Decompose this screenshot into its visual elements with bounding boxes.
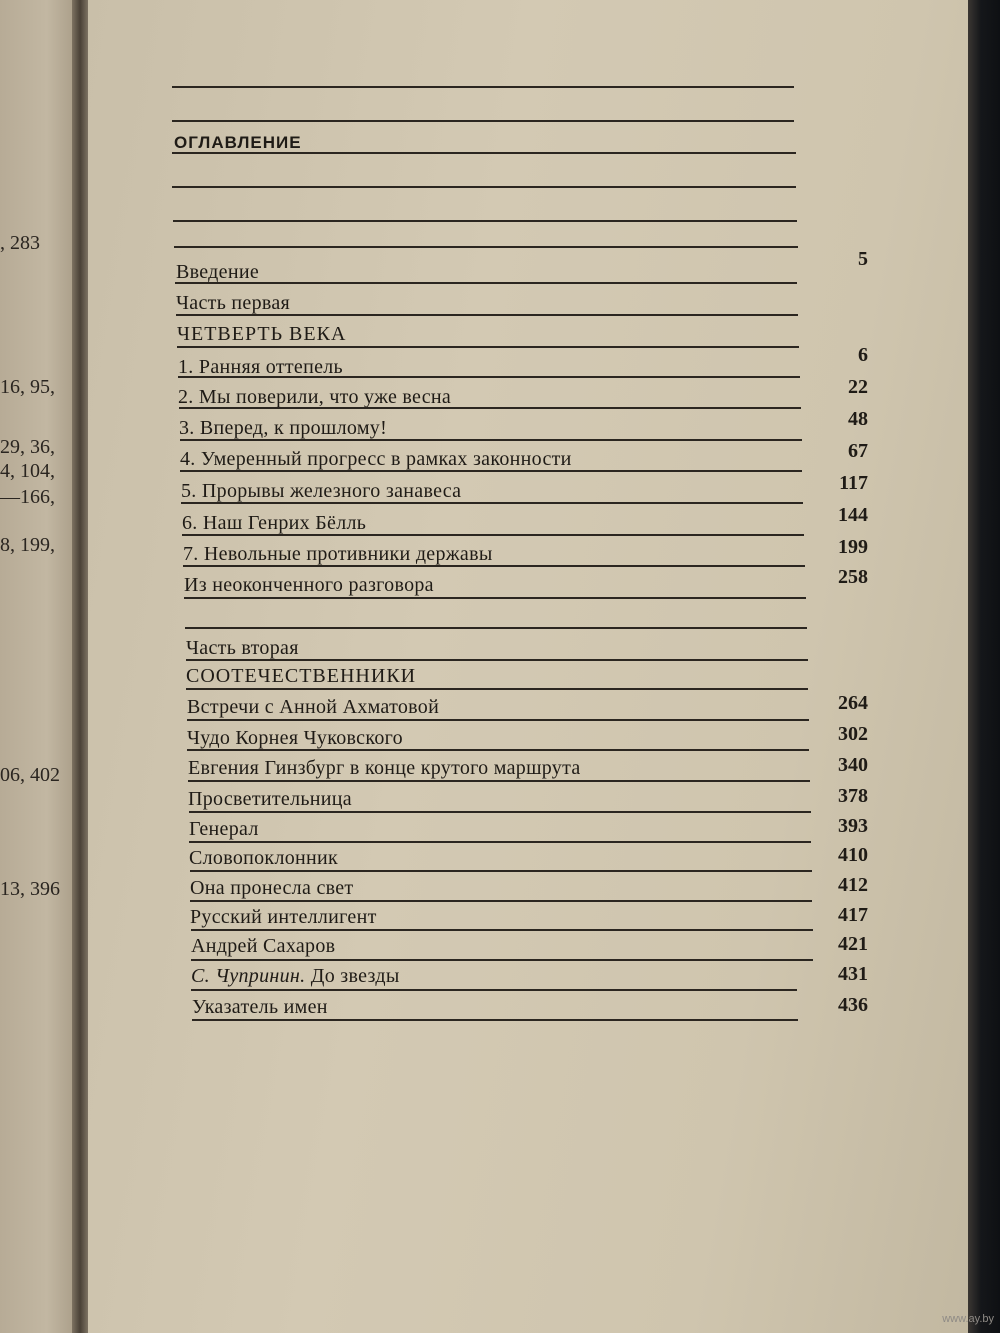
part-title: СООТЕЧЕСТВЕННИКИ xyxy=(186,665,417,687)
toc-entry-title: Андрей Сахаров xyxy=(191,935,336,957)
toc-entry-title: 3. Вперед, к прошлому! xyxy=(179,417,388,439)
left-page-fragment: 13, 396 xyxy=(0,878,60,900)
rule xyxy=(186,659,808,661)
toc-entry-page: 144 xyxy=(838,504,868,526)
toc-entry-page: 436 xyxy=(838,994,868,1016)
left-page-fragment: 4, 104, xyxy=(0,460,55,482)
rule xyxy=(191,959,813,961)
rule xyxy=(180,470,802,472)
toc-entry-title: 2. Мы поверили, что уже весна xyxy=(178,386,452,408)
toc-entry-page: 67 xyxy=(848,440,868,462)
rule xyxy=(179,407,801,409)
left-page xyxy=(0,0,78,1333)
toc-entry-page: 117 xyxy=(839,472,868,494)
rule xyxy=(186,688,808,690)
afterword-title: До звезды xyxy=(305,965,400,987)
toc-entry-page: 431 xyxy=(838,963,868,985)
toc-entry-page: 5 xyxy=(858,248,868,270)
rule xyxy=(191,989,797,991)
afterword-author: С. Чупринин. xyxy=(191,965,306,987)
left-page-fragment: , 283 xyxy=(0,232,40,254)
rule xyxy=(184,597,806,599)
toc-entry-title: Встречи с Анной Ахматовой xyxy=(187,696,440,718)
rule xyxy=(172,186,796,188)
rule xyxy=(173,220,797,222)
toc-entry-title: Введение xyxy=(176,261,260,283)
toc-entry-title: Из неоконченного разговора xyxy=(184,574,434,596)
toc-entry-title: Она пронесла свет xyxy=(190,877,354,899)
rule xyxy=(188,780,810,782)
toc-entry-page: 340 xyxy=(838,754,868,776)
toc-entry-title: Евгения Гинзбург в конце крутого маршрута xyxy=(188,757,581,779)
left-page-fragment: 16, 95, xyxy=(0,376,55,398)
toc-entry-title: Указатель имен xyxy=(192,996,328,1018)
toc-entry-page: 48 xyxy=(848,408,868,430)
toc-entry-page: 412 xyxy=(838,874,868,896)
rule xyxy=(172,120,794,122)
toc-entry-title: 1. Ранняя оттепель xyxy=(178,356,343,378)
rule xyxy=(181,502,803,504)
watermark: www.ay.by xyxy=(942,1313,994,1325)
part-title: ЧЕТВЕРТЬ ВЕКА xyxy=(177,323,347,345)
rule xyxy=(187,719,809,721)
toc-entry-title: Чудо Корнея Чуковского xyxy=(187,727,403,749)
part-label: Часть вторая xyxy=(186,637,299,659)
toc-entry-title: 5. Прорывы железного занавеса xyxy=(181,480,462,502)
toc-entry-page: 258 xyxy=(838,566,868,588)
part-label: Часть первая xyxy=(176,292,291,314)
rule xyxy=(192,1019,798,1021)
toc-entry-title: 7. Невольные противники державы xyxy=(183,543,493,565)
rule xyxy=(190,870,812,872)
rule xyxy=(190,900,812,902)
book-cover-edge xyxy=(968,0,1000,1333)
toc-entry-title: 4. Умеренный прогресс в рамках законности xyxy=(180,448,572,470)
rule xyxy=(189,811,811,813)
rule xyxy=(182,534,804,536)
toc-entry-title: Русский интеллигент xyxy=(190,906,377,928)
toc-entry-page: 410 xyxy=(838,844,868,866)
rule xyxy=(191,929,813,931)
toc-entry-page: 378 xyxy=(838,785,868,807)
left-page-fragment: 06, 402 xyxy=(0,764,60,786)
rule xyxy=(174,246,798,248)
rule xyxy=(180,439,802,441)
rule xyxy=(175,282,797,284)
toc-entry-page: 393 xyxy=(838,815,868,837)
left-page-fragment: 29, 36, xyxy=(0,436,55,458)
toc-entry-page: 6 xyxy=(858,344,868,366)
rule xyxy=(185,627,807,629)
toc-entry-page: 421 xyxy=(838,933,868,955)
rule xyxy=(183,565,805,567)
toc-entry-title: Словопоклонник xyxy=(189,847,339,869)
rule xyxy=(172,152,796,154)
rule xyxy=(172,86,794,88)
toc-entry-title: Генерал xyxy=(189,818,259,840)
toc-entry-page: 264 xyxy=(838,692,868,714)
rule xyxy=(177,346,799,348)
rule xyxy=(189,841,811,843)
left-page-fragment: —166, xyxy=(0,486,55,508)
rule xyxy=(178,376,800,378)
toc-entry-title: Просветительница xyxy=(188,788,352,810)
rule xyxy=(176,314,798,316)
rule xyxy=(187,749,809,751)
toc-heading: ОГЛАВЛЕНИЕ xyxy=(174,133,302,152)
toc-entry-page: 417 xyxy=(838,904,868,926)
toc-entry-page: 199 xyxy=(838,536,868,558)
toc-entry-page: 22 xyxy=(848,376,868,398)
left-page-fragment: 8, 199, xyxy=(0,534,55,556)
toc-entry-afterword xyxy=(191,965,400,988)
toc-entry-page: 302 xyxy=(838,723,868,745)
toc-entry-title: 6. Наш Генрих Бёлль xyxy=(182,512,367,534)
